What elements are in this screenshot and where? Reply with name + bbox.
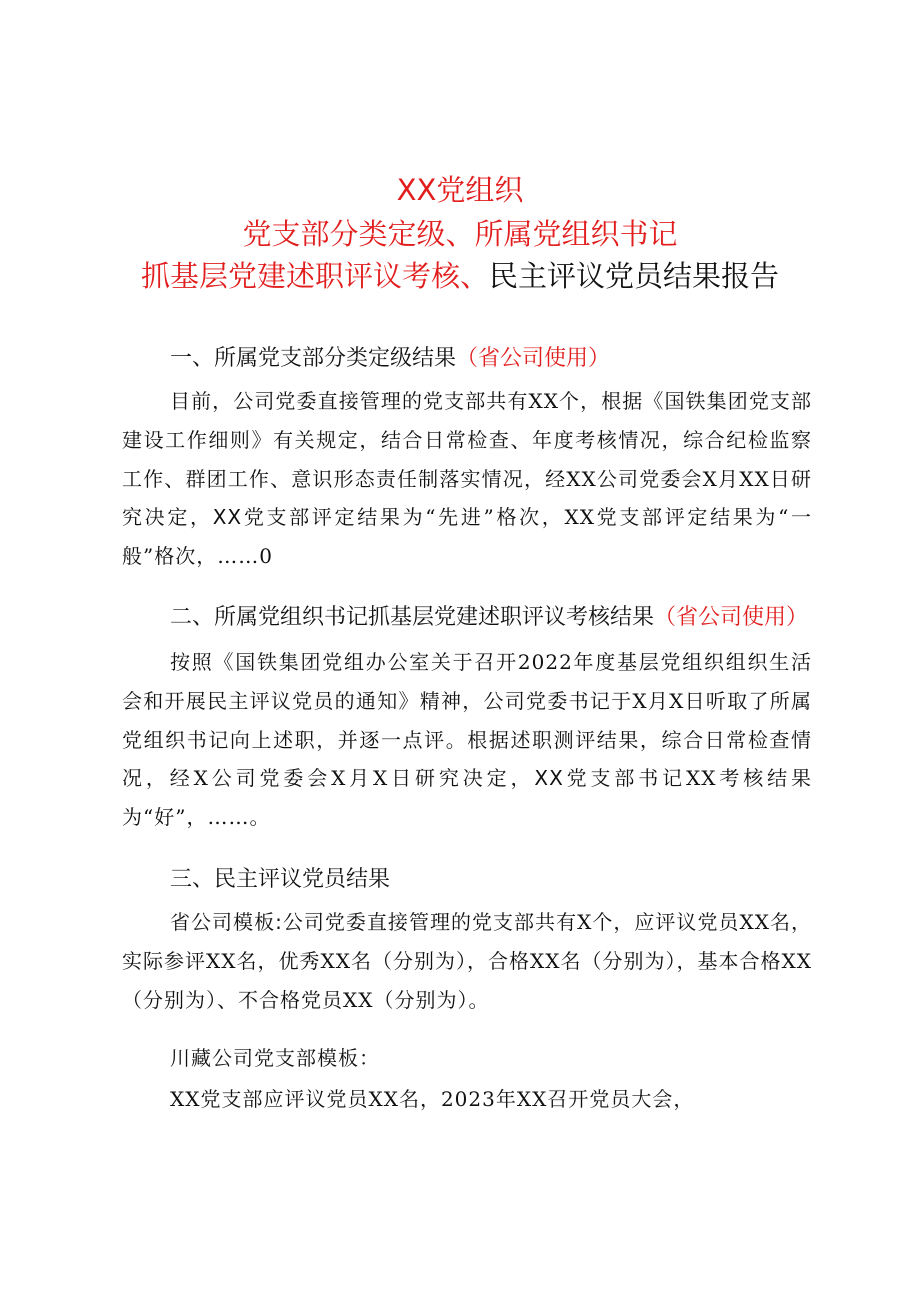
section-2-paragraph	[122, 643, 812, 837]
section-3-heading: 三、民主评议党员结果	[170, 867, 391, 892]
section-3-text-a: 公司党委直接管理的党支部共有X个，应评议党员XX名，实际参评XX名，优秀XX名（分别为），合格XX名（分别为），基本合格XX（分别为）、不合格党员XX（分别为）。	[122, 910, 812, 1012]
section-1-heading-note: （省公司使用）	[456, 346, 611, 371]
section-3-paragraph-a	[122, 903, 812, 1019]
section-1-text-e: 部评定结果为“一般”格次，……0	[122, 505, 813, 569]
title-line-3	[0, 256, 920, 296]
section-3-text-b: XX党支部应评议党员XX名，2023年XX召开党员大会，	[170, 1087, 695, 1111]
title-line-1: XX党组织	[396, 173, 524, 207]
section-1-text-d: 党支	[594, 505, 643, 530]
section-3-label-a: 省公司模板:	[170, 910, 283, 934]
section-1-text-a: 目前，公司党委直接管理的党支部共有XX个，根据《国铁集团党支部建设工作细则》有关规定，结合日常检查、年度考核情况，综合纪检监察工作、群团工作、意识形态责任制落实情况，经XX公司党委会X月XX日研究决定，	[122, 389, 812, 530]
title-line-2: 党支部分类定级、所属党组织书记	[242, 217, 678, 251]
section-1-text-b: XX党支部	[212, 505, 312, 530]
section-1-text-c: 评定结果为“先进”格次，XX	[311, 505, 595, 530]
section-1-heading	[170, 343, 610, 375]
section-2-heading-text: 二、所属党组织书记抓基层党建述职评议考核结果	[170, 605, 655, 630]
section-2-text-c: XX考核结果为“好”，……。	[122, 766, 813, 830]
title-line-3-red: 抓基层党建述职评议考核、	[140, 259, 489, 293]
title-line-3-black: 民主评议党员结果报告	[489, 259, 780, 293]
section-2-heading-note: （省公司使用）	[654, 605, 809, 630]
section-1-paragraph	[122, 382, 812, 576]
section-3-paragraph-b	[122, 1080, 812, 1119]
section-2-heading	[170, 602, 808, 634]
section-2-text-a: 按照《国铁集团党组办公室关于召开2022年度基层党组织组织生活会和开展民主评议党员的通知》精神，公司党委书记于X月X日听取了所属党组织书记向上述职，并逐一点评。根据述职测评结果，综合日常检查情况，经X公司党委会X月X日研究决定，	[122, 650, 812, 791]
section-1-heading-text: 一、所属党支部分类定级结果	[170, 346, 457, 371]
section-3-label-b: 川藏公司党支部模板：	[170, 1046, 380, 1070]
section-2-text-b: XX党支部书记	[534, 766, 687, 791]
